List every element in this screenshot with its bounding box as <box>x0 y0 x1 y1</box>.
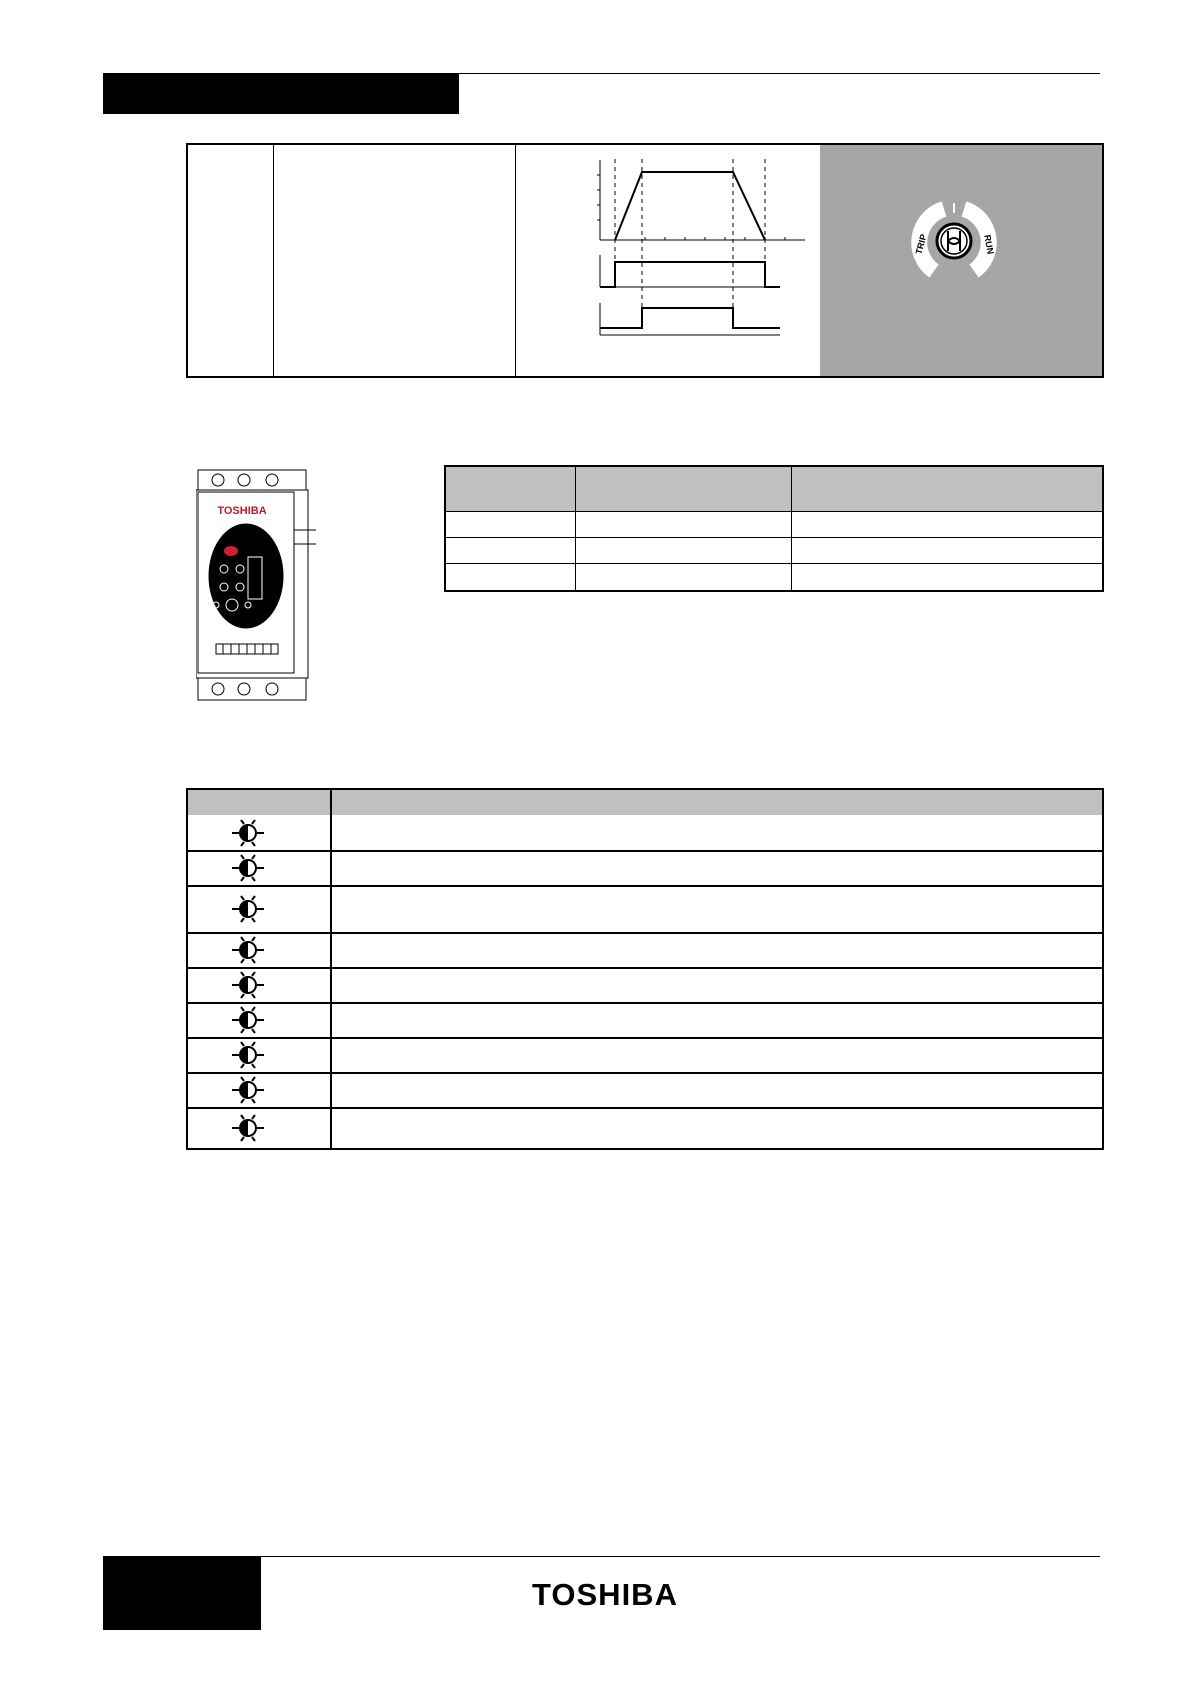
header-bar <box>103 73 459 114</box>
col-divider <box>791 467 792 590</box>
footer-brand: TOSHIBA <box>532 1577 678 1612</box>
led-blinking-icon <box>228 1003 268 1037</box>
col-divider <box>575 467 576 590</box>
row-divider <box>188 967 1102 969</box>
row-divider <box>446 563 1102 564</box>
top-table-col-3 <box>515 145 821 376</box>
row-divider <box>188 1002 1102 1004</box>
row-divider <box>188 850 1102 852</box>
led-blinking-icon <box>228 1111 268 1145</box>
row-divider <box>188 932 1102 934</box>
timing-diagram <box>515 145 820 376</box>
led-flash-table <box>186 788 1104 1150</box>
top-table-col-2 <box>273 145 516 376</box>
led-blinking-icon <box>228 1073 268 1107</box>
led-status-table-header <box>446 467 1102 511</box>
col-divider <box>330 790 332 1148</box>
led-blinking-icon <box>228 851 268 885</box>
top-table-col-1 <box>188 145 274 376</box>
led-blinking-icon <box>228 933 268 967</box>
led-blinking-icon <box>228 1038 268 1072</box>
row-divider <box>188 885 1102 887</box>
row-divider <box>188 1072 1102 1074</box>
dial-label-trip: TRIP <box>913 233 929 256</box>
row-divider <box>188 1037 1102 1039</box>
footer-black-box <box>103 1557 261 1630</box>
led-blinking-icon <box>228 968 268 1002</box>
soft-starter-drawing <box>196 469 316 701</box>
row-divider <box>446 511 1102 512</box>
led-blinking-icon <box>228 892 268 926</box>
led-blinking-icon <box>228 816 268 850</box>
led-cell <box>820 145 1102 376</box>
row-divider <box>188 1107 1102 1109</box>
dial-label-run: RUN <box>982 234 996 255</box>
led-status-table <box>444 465 1104 592</box>
toshiba-logo <box>480 1575 730 1613</box>
led-dial-trip-run-icon <box>904 191 1004 291</box>
starter-brand: TOSHIBA <box>217 505 267 517</box>
top-table <box>186 143 1104 378</box>
led-flash-table-header <box>188 790 1102 815</box>
row-divider <box>446 537 1102 538</box>
